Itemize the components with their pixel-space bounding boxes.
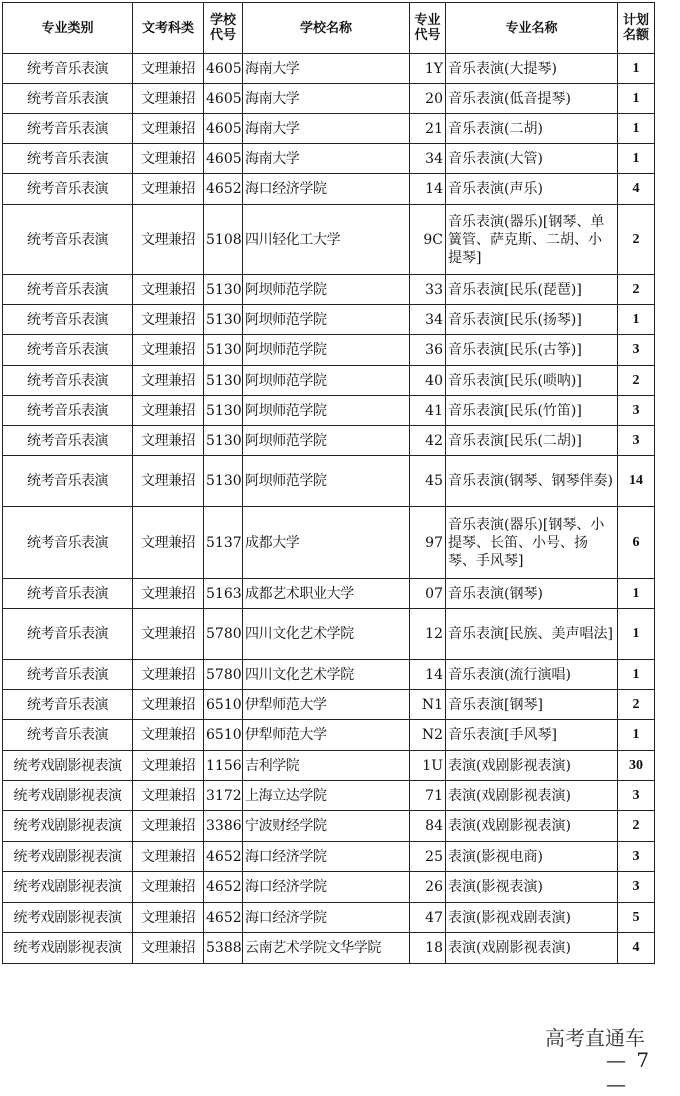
header-category: 专业类别 [3,3,133,54]
cell-quota: 1 [618,609,655,660]
cell-category: 统考音乐表演 [3,690,133,720]
cell-school-name: 阿坝师范学院 [243,305,410,335]
table-row [3,720,655,751]
cell-major-name: 音乐表演[民乐(竹笛)] [446,396,618,426]
table-row [3,174,655,205]
cell-major-code: 20 [410,84,446,114]
cell-category: 统考音乐表演 [3,205,133,275]
cell-subject: 文理兼招 [133,609,204,660]
cell-school-code: 5780 [204,660,243,690]
cell-major-code: 34 [410,144,446,174]
cell-school-code: 5388 [204,933,243,964]
cell-quota: 3 [618,842,655,872]
table-row [3,690,655,720]
cell-major-code: 41 [410,396,446,426]
cell-major-name: 音乐表演(大提琴) [446,54,618,84]
table-row [3,366,655,396]
cell-major-code: 26 [410,872,446,903]
footer-brand-watermark: 高考直通车 [545,1026,645,1050]
cell-major-code: 71 [410,781,446,811]
cell-major-code: 12 [410,609,446,660]
cell-major-code: 18 [410,933,446,964]
cell-school-name: 成都大学 [243,507,410,579]
cell-quota: 2 [618,275,655,305]
cell-school-code: 4605 [204,54,243,84]
cell-major-code: N2 [410,720,446,751]
cell-major-name: 音乐表演(大管) [446,144,618,174]
cell-major-code: 9C [410,205,446,275]
cell-quota: 4 [618,174,655,205]
cell-subject: 文理兼招 [133,933,204,964]
cell-school-name: 海口经济学院 [243,872,410,903]
cell-school-code: 6510 [204,690,243,720]
cell-category: 统考音乐表演 [3,174,133,205]
cell-school-name: 四川文化艺术学院 [243,609,410,660]
cell-category: 统考音乐表演 [3,366,133,396]
cell-school-code: 3172 [204,781,243,811]
cell-major-code: 1Y [410,54,446,84]
cell-category: 统考音乐表演 [3,335,133,366]
header-major-name: 专业名称 [446,3,618,54]
page-number: — 7 — [606,1048,652,1096]
table-row [3,579,655,609]
cell-major-name: 音乐表演(器乐)[钢琴、小提琴、长笛、小号、扬琴、手风琴] [446,507,618,579]
cell-major-code: 36 [410,335,446,366]
cell-school-code: 4605 [204,84,243,114]
cell-subject: 文理兼招 [133,366,204,396]
cell-quota: 2 [618,690,655,720]
cell-major-code: 97 [410,507,446,579]
cell-school-code: 4605 [204,144,243,174]
cell-subject: 文理兼招 [133,205,204,275]
table-row [3,842,655,872]
cell-quota: 14 [618,456,655,507]
cell-school-name: 海南大学 [243,114,410,144]
cell-major-name: 表演(戏剧影视表演) [446,751,618,781]
table-row [3,114,655,144]
cell-quota: 2 [618,205,655,275]
header-quota: 计划 名额 [618,3,655,54]
cell-quota: 6 [618,507,655,579]
cell-major-name: 音乐表演[民乐(琵琶)] [446,275,618,305]
cell-school-code: 4652 [204,903,243,933]
cell-subject: 文理兼招 [133,811,204,842]
cell-school-code: 4652 [204,174,243,205]
cell-major-name: 表演(戏剧影视表演) [446,781,618,811]
table-row [3,84,655,114]
table-row [3,305,655,335]
cell-category: 统考戏剧影视表演 [3,811,133,842]
cell-school-name: 伊犁师范大学 [243,690,410,720]
cell-major-name: 音乐表演[民乐(扬琴)] [446,305,618,335]
cell-subject: 文理兼招 [133,84,204,114]
cell-school-code: 3386 [204,811,243,842]
cell-category: 统考戏剧影视表演 [3,842,133,872]
cell-major-name: 音乐表演[手风琴] [446,720,618,751]
cell-quota: 1 [618,660,655,690]
cell-school-code: 5130 [204,305,243,335]
table-row [3,660,655,690]
cell-major-name: 音乐表演[民乐(二胡)] [446,426,618,456]
cell-category: 统考音乐表演 [3,507,133,579]
cell-subject: 文理兼招 [133,903,204,933]
cell-major-name: 表演(戏剧影视表演) [446,811,618,842]
cell-school-code: 5130 [204,366,243,396]
cell-subject: 文理兼招 [133,842,204,872]
cell-school-name: 阿坝师范学院 [243,426,410,456]
cell-school-code: 5780 [204,609,243,660]
cell-subject: 文理兼招 [133,426,204,456]
cell-school-name: 海口经济学院 [243,903,410,933]
table-row [3,507,655,579]
cell-major-name: 音乐表演[民乐(古筝)] [446,335,618,366]
cell-major-code: 14 [410,174,446,205]
cell-category: 统考音乐表演 [3,660,133,690]
cell-quota: 2 [618,366,655,396]
cell-quota: 3 [618,335,655,366]
cell-major-code: 47 [410,903,446,933]
cell-school-name: 阿坝师范学院 [243,366,410,396]
cell-major-name: 表演(影视电商) [446,842,618,872]
cell-quota: 2 [618,811,655,842]
table-row [3,811,655,842]
cell-major-code: 21 [410,114,446,144]
cell-school-name: 海口经济学院 [243,174,410,205]
cell-quota: 1 [618,144,655,174]
cell-major-name: 音乐表演(流行演唱) [446,660,618,690]
table-row [3,396,655,426]
cell-school-name: 四川文化艺术学院 [243,660,410,690]
cell-school-name: 海南大学 [243,54,410,84]
cell-school-code: 6510 [204,720,243,751]
cell-school-code: 5130 [204,335,243,366]
cell-school-name: 海南大学 [243,84,410,114]
cell-subject: 文理兼招 [133,54,204,84]
cell-school-name: 成都艺术职业大学 [243,579,410,609]
cell-major-code: 1U [410,751,446,781]
cell-major-name: 音乐表演[钢琴] [446,690,618,720]
cell-major-code: 33 [410,275,446,305]
table-row [3,751,655,781]
cell-subject: 文理兼招 [133,660,204,690]
cell-category: 统考音乐表演 [3,609,133,660]
cell-school-code: 4652 [204,872,243,903]
cell-category: 统考音乐表演 [3,305,133,335]
cell-school-name: 云南艺术学院文华学院 [243,933,410,964]
header-subject: 文考科类 [133,3,204,54]
cell-subject: 文理兼招 [133,751,204,781]
table-row [3,933,655,964]
cell-school-code: 5163 [204,579,243,609]
cell-subject: 文理兼招 [133,174,204,205]
table-row [3,872,655,903]
cell-quota: 3 [618,781,655,811]
table-row [3,205,655,275]
cell-quota: 5 [618,903,655,933]
cell-subject: 文理兼招 [133,456,204,507]
cell-subject: 文理兼招 [133,114,204,144]
cell-major-name: 音乐表演(器乐)[钢琴、单簧管、萨克斯、二胡、小提琴] [446,205,618,275]
cell-major-name: 表演(影视戏剧表演) [446,903,618,933]
cell-subject: 文理兼招 [133,305,204,335]
cell-school-code: 5130 [204,456,243,507]
cell-subject: 文理兼招 [133,579,204,609]
cell-category: 统考音乐表演 [3,84,133,114]
table-row [3,426,655,456]
cell-school-name: 海口经济学院 [243,842,410,872]
cell-subject: 文理兼招 [133,781,204,811]
cell-category: 统考戏剧影视表演 [3,872,133,903]
cell-quota: 30 [618,751,655,781]
cell-quota: 1 [618,305,655,335]
table-row [3,609,655,660]
cell-school-name: 吉利学院 [243,751,410,781]
cell-category: 统考戏剧影视表演 [3,751,133,781]
cell-quota: 3 [618,426,655,456]
cell-subject: 文理兼招 [133,720,204,751]
cell-major-code: 07 [410,579,446,609]
cell-major-name: 表演(影视表演) [446,872,618,903]
cell-major-code: 45 [410,456,446,507]
cell-quota: 1 [618,84,655,114]
cell-category: 统考音乐表演 [3,114,133,144]
cell-school-code: 5137 [204,507,243,579]
admission-plan-table [2,2,655,964]
cell-major-code: 14 [410,660,446,690]
cell-major-name: 音乐表演[民族、美声唱法] [446,609,618,660]
cell-school-code: 1156 [204,751,243,781]
cell-school-name: 上海立达学院 [243,781,410,811]
cell-category: 统考音乐表演 [3,144,133,174]
cell-school-code: 5130 [204,426,243,456]
cell-school-name: 四川轻化工大学 [243,205,410,275]
cell-school-name: 宁波财经学院 [243,811,410,842]
table-row [3,275,655,305]
cell-school-name: 伊犁师范大学 [243,720,410,751]
table-row [3,144,655,174]
cell-major-name: 音乐表演(低音提琴) [446,84,618,114]
cell-category: 统考音乐表演 [3,426,133,456]
cell-category: 统考音乐表演 [3,396,133,426]
cell-school-name: 阿坝师范学院 [243,396,410,426]
cell-subject: 文理兼招 [133,396,204,426]
cell-major-code: 34 [410,305,446,335]
cell-quota: 1 [618,720,655,751]
cell-subject: 文理兼招 [133,690,204,720]
cell-major-name: 音乐表演[民乐(唢呐)] [446,366,618,396]
cell-school-name: 阿坝师范学院 [243,335,410,366]
cell-major-name: 音乐表演(二胡) [446,114,618,144]
cell-school-name: 阿坝师范学院 [243,275,410,305]
cell-quota: 1 [618,114,655,144]
header-school-code: 学校 代号 [204,3,243,54]
cell-school-code: 5130 [204,396,243,426]
cell-major-name: 音乐表演(钢琴、钢琴伴奏) [446,456,618,507]
cell-category: 统考音乐表演 [3,579,133,609]
cell-school-code: 4652 [204,842,243,872]
cell-school-code: 5108 [204,205,243,275]
cell-category: 统考戏剧影视表演 [3,781,133,811]
cell-major-name: 音乐表演(钢琴) [446,579,618,609]
cell-subject: 文理兼招 [133,507,204,579]
cell-quota: 3 [618,872,655,903]
cell-category: 统考戏剧影视表演 [3,903,133,933]
cell-major-code: 42 [410,426,446,456]
cell-subject: 文理兼招 [133,872,204,903]
cell-subject: 文理兼招 [133,275,204,305]
cell-school-name: 海南大学 [243,144,410,174]
cell-category: 统考音乐表演 [3,720,133,751]
cell-category: 统考音乐表演 [3,456,133,507]
cell-quota: 1 [618,54,655,84]
cell-major-name: 表演(戏剧影视表演) [446,933,618,964]
cell-major-code: 84 [410,811,446,842]
cell-major-code: 40 [410,366,446,396]
cell-major-code: 25 [410,842,446,872]
header-major-code: 专业 代号 [410,3,446,54]
cell-school-code: 4605 [204,114,243,144]
cell-subject: 文理兼招 [133,335,204,366]
cell-subject: 文理兼招 [133,144,204,174]
table-row [3,781,655,811]
cell-quota: 4 [618,933,655,964]
header-school-name: 学校名称 [243,3,410,54]
cell-quota: 1 [618,579,655,609]
cell-major-code: N1 [410,690,446,720]
cell-category: 统考音乐表演 [3,275,133,305]
cell-school-name: 阿坝师范学院 [243,456,410,507]
table-row [3,903,655,933]
cell-category: 统考音乐表演 [3,54,133,84]
table-row [3,54,655,84]
cell-category: 统考戏剧影视表演 [3,933,133,964]
table-header-row [3,3,655,54]
table-row [3,456,655,507]
cell-major-name: 音乐表演(声乐) [446,174,618,205]
table-row [3,335,655,366]
cell-school-code: 5130 [204,275,243,305]
cell-quota: 3 [618,396,655,426]
table-body [3,54,655,964]
